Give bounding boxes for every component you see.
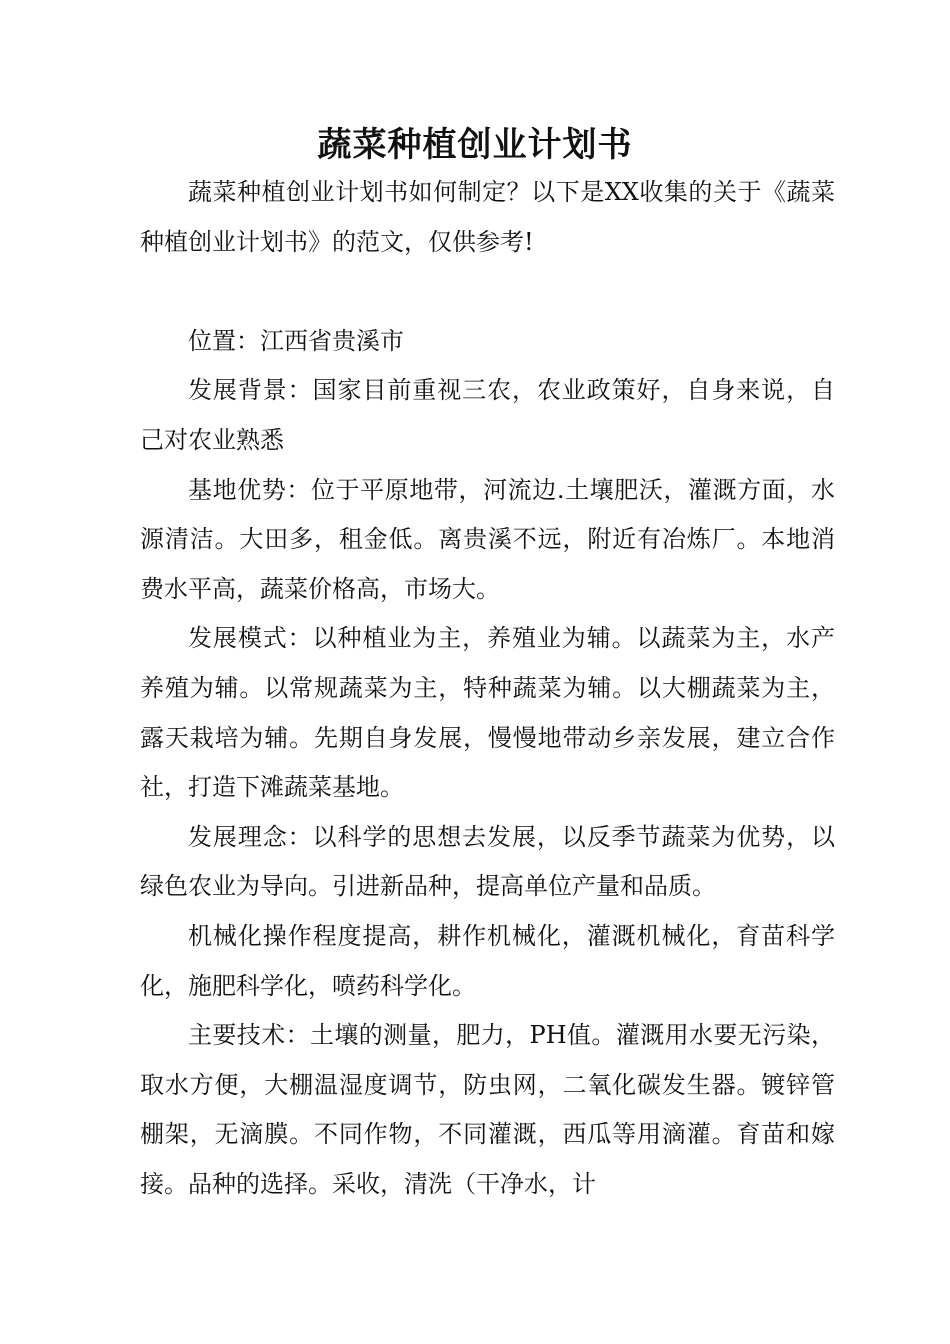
paragraph-development-mode: 发展模式：以种植业为主，养殖业为辅。以蔬菜为主，水产养殖为辅。以常规蔬菜为主，特种蔬菜为辅。以大棚蔬菜为主，露天栽培为辅。先期自身发展，慢慢地带动乡亲发展，建立合作社，打造下滩蔬菜基地。 bbox=[140, 624, 835, 802]
paragraph-location: 位置：江西省贵溪市 bbox=[188, 326, 404, 355]
paragraph-development-philosophy: 发展理念：以科学的思想去发展，以反季节蔬菜为优势，以绿色农业为导向。引进新品种，提高单位产量和品质。 bbox=[140, 822, 835, 901]
paragraph-main-technology: 主要技术：土壤的测量，肥力，PH值。灌溉用水要无污染，取水方便，大棚温湿度调节，防虫网，二氧化碳发生器。镀锌管棚架，无滴膜。不同作物，不同灌溉，西瓜等用滴灌。育苗和嫁接。品种的选择。采收，清洗（干净水，计 bbox=[140, 1021, 835, 1198]
paragraph-mechanization: 机械化操作程度提高，耕作机械化，灌溉机械化，育苗科学化，施肥科学化，喷药科学化。 bbox=[140, 921, 835, 1000]
intro-paragraph: 蔬菜种植创业计划书如何制定？以下是XX收集的关于《蔬菜种植创业计划书》的范文，仅供参考! bbox=[140, 178, 835, 256]
blank-line bbox=[140, 267, 835, 317]
paragraph-background: 发展背景：国家目前重视三农，农业政策好，自身来说，自己对农业熟悉 bbox=[140, 376, 835, 454]
document-body bbox=[140, 168, 835, 1209]
paragraph-base-advantage: 基地优势：位于平原地带，河流边.土壤肥沃，灌溉方面，水源清洁。大田多，租金低。离贵溪不远，附近有冶炼厂。本地消费水平高，蔬菜价格高，市场大。 bbox=[140, 475, 835, 603]
document-title: 蔬菜种植创业计划书 bbox=[317, 124, 633, 165]
